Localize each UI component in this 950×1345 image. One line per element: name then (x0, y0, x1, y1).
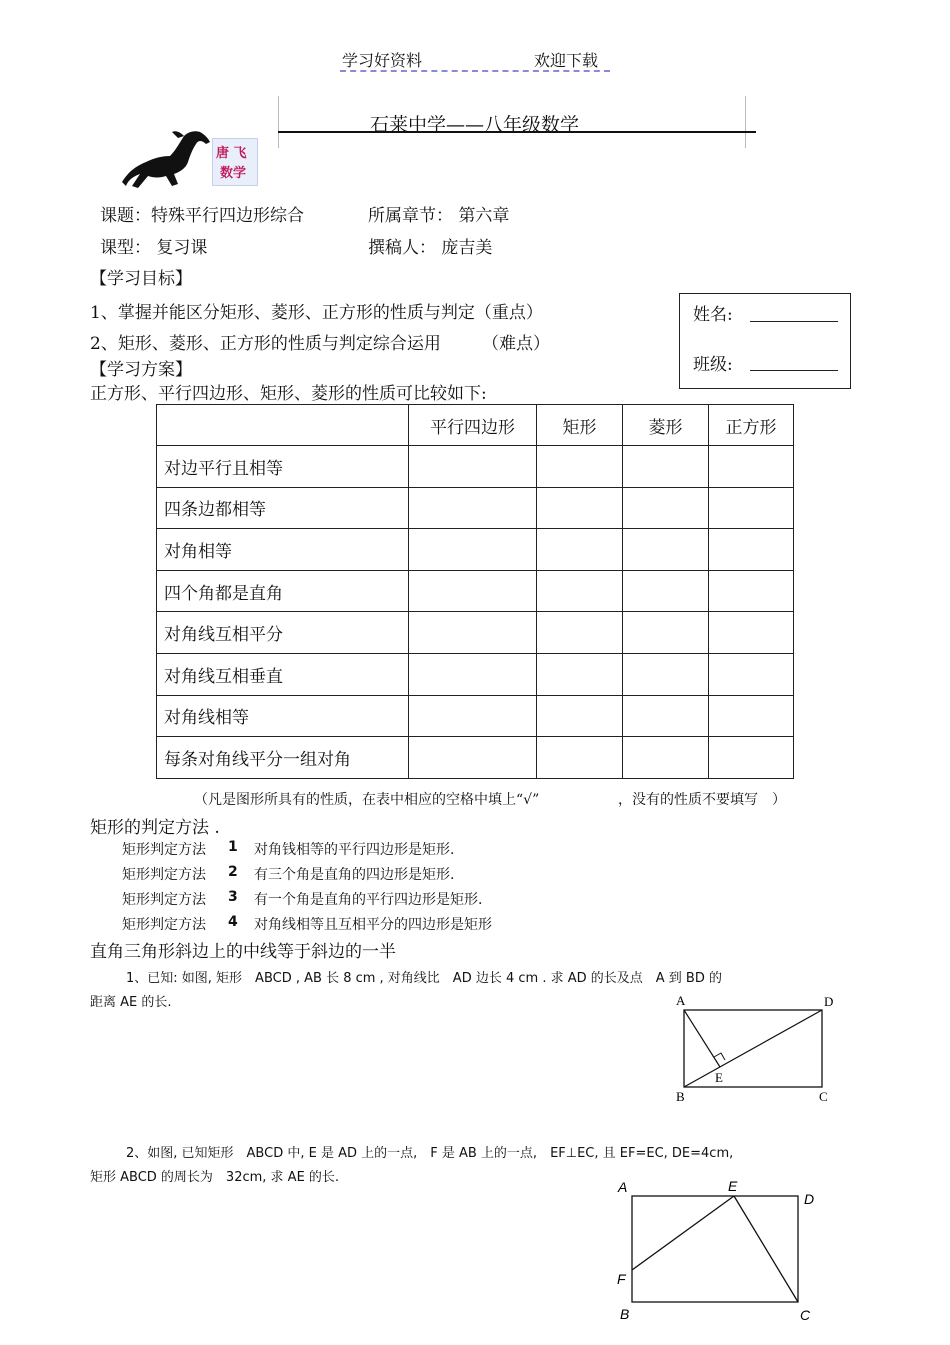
table-cell[interactable] (409, 612, 537, 654)
table-row (157, 695, 794, 737)
right-angle-mark (714, 1053, 725, 1060)
table-cell[interactable] (709, 695, 794, 737)
label-b: B (620, 1306, 630, 1322)
judge-method-num: 2 (228, 864, 238, 880)
table-row-label: 对边平行且相等 (157, 446, 409, 488)
table-header-blank (157, 405, 409, 446)
segment-ae (684, 1010, 720, 1067)
table-note-left: （凡是图形所具有的性质，在表中相应的空格中填上“√” (194, 792, 540, 808)
table-cell[interactable] (709, 570, 794, 612)
table-header-row (157, 405, 794, 446)
table-cell[interactable] (709, 612, 794, 654)
table-cell[interactable] (537, 737, 623, 779)
table-cell[interactable] (709, 446, 794, 488)
label-d: D (804, 1191, 815, 1207)
table-cell[interactable] (537, 487, 623, 529)
title-underline (278, 131, 756, 133)
table-row (157, 570, 794, 612)
table-row (157, 653, 794, 695)
table-cell[interactable] (537, 570, 623, 612)
table-row (157, 446, 794, 488)
label-f: F (617, 1271, 626, 1287)
label-a: A (676, 993, 686, 1008)
label-b: B (676, 1089, 685, 1104)
horse-logo (118, 126, 213, 192)
table-header-square: 正方形 (709, 405, 794, 446)
table-cell[interactable] (409, 695, 537, 737)
segment-ef (632, 1196, 734, 1270)
table-row-label: 每条对角线平分一组对角 (157, 737, 409, 779)
judge-method-label: 矩形判定方法 (122, 867, 206, 883)
problem1-figure (668, 990, 848, 1108)
table-header-rhombus: 菱形 (623, 405, 709, 446)
label-c: C (800, 1307, 811, 1323)
table-cell[interactable] (537, 612, 623, 654)
logo-badge-line1: 唐 飞 (216, 146, 247, 161)
table-cell[interactable] (537, 529, 623, 571)
table-cell[interactable] (537, 695, 623, 737)
table-cell[interactable] (409, 446, 537, 488)
name-label: 姓名: (693, 305, 733, 325)
table-row (157, 612, 794, 654)
table-cell[interactable] (623, 487, 709, 529)
judge-method-label: 矩形判定方法 (122, 842, 206, 858)
judge-heading: 矩形的判定方法 . (90, 818, 220, 838)
table-cell[interactable] (623, 612, 709, 654)
table-cell[interactable] (537, 446, 623, 488)
compare-intro: 正方形、平行四边形、矩形、菱形的性质可比较如下: (90, 384, 487, 404)
label-e: E (715, 1070, 723, 1085)
class-blank[interactable] (750, 370, 838, 371)
table-row (157, 529, 794, 571)
goal-2: 2、矩形、菱形、正方形的性质与判定综合运用 (90, 334, 441, 354)
problem1-line1: 1、已知: 如图, 矩形 ABCD , AB 长 8 cm , 对角线比 AD 边长 4 cm . 求 AD 的长及点 A 到 BD 的 (126, 971, 722, 986)
name-blank[interactable] (750, 321, 838, 322)
label-d: D (824, 994, 834, 1009)
label-a: A (618, 1179, 628, 1195)
table-cell[interactable] (623, 570, 709, 612)
title-divider-left (278, 96, 279, 148)
info-type: 课型： 复习课 (100, 238, 208, 258)
judge-method-num: 4 (228, 914, 238, 930)
table-row-label: 对角线互相垂直 (157, 653, 409, 695)
property-table (156, 404, 794, 779)
info-author: 撰稿人： 庞吉美 (368, 238, 493, 258)
table-note-right: ，没有的性质不要填写 ） (618, 792, 786, 808)
table-cell[interactable] (623, 695, 709, 737)
diagonal-bd (684, 1010, 822, 1087)
table-cell[interactable] (623, 529, 709, 571)
plan-heading: 【学习方案】 (90, 360, 192, 380)
table-cell[interactable] (409, 737, 537, 779)
header-underline (340, 70, 610, 72)
judge-method-num: 3 (228, 889, 238, 905)
median-statement: 直角三角形斜边上的中线等于斜边的一半 (90, 942, 396, 962)
logo-badge-line2: 数学 (220, 166, 247, 181)
table-row-label: 对角相等 (157, 529, 409, 571)
goal-1: 1、掌握并能区分矩形、菱形、正方形的性质与判定（重点） (90, 303, 543, 323)
table-row (157, 737, 794, 779)
judge-method-label: 矩形判定方法 (122, 892, 206, 908)
label-e: E (728, 1178, 738, 1194)
class-label: 班级: (693, 355, 733, 375)
judge-method-label: 矩形判定方法 (122, 917, 206, 933)
table-cell[interactable] (709, 529, 794, 571)
table-row-label: 对角线相等 (157, 695, 409, 737)
title-divider-right (745, 96, 746, 148)
table-header-rectangle: 矩形 (537, 405, 623, 446)
table-row-label: 四条边都相等 (157, 487, 409, 529)
table-cell[interactable] (409, 653, 537, 695)
table-row-label: 四个角都是直角 (157, 570, 409, 612)
table-row (157, 487, 794, 529)
table-cell[interactable] (709, 653, 794, 695)
table-cell[interactable] (409, 487, 537, 529)
info-topic: 课题：特殊平行四边形综合 (100, 206, 304, 226)
problem1-line2: 距离 AE 的长. (90, 995, 172, 1010)
table-cell[interactable] (623, 737, 709, 779)
judge-method-text: 对角钱相等的平行四边形是矩形. (254, 842, 455, 858)
judge-method-text: 有一个角是直角的平行四边形是矩形. (254, 892, 483, 908)
table-cell[interactable] (709, 737, 794, 779)
table-cell[interactable] (537, 653, 623, 695)
table-cell[interactable] (409, 529, 537, 571)
problem2-figure (610, 1174, 830, 1326)
info-chapter: 所属章节： 第六章 (368, 206, 510, 226)
goal-2-note: （难点） (482, 334, 550, 354)
judge-method-num: 1 (228, 839, 238, 855)
table-row-label: 对角线互相平分 (157, 612, 409, 654)
table-cell[interactable] (409, 570, 537, 612)
table-cell[interactable] (623, 446, 709, 488)
rect-abcd (632, 1196, 798, 1302)
label-c: C (819, 1089, 828, 1104)
logo-badge (212, 138, 258, 186)
table-header-parallelogram: 平行四边形 (409, 405, 537, 446)
goals-heading: 【学习目标】 (90, 269, 192, 289)
header-right-text: 欢迎下载 (534, 51, 599, 70)
table-cell[interactable] (709, 487, 794, 529)
name-class-box (679, 293, 851, 389)
problem2-line2: 矩形 ABCD 的周长为 32cm, 求 AE 的长. (90, 1170, 340, 1185)
judge-method-text: 有三个角是直角的四边形是矩形. (254, 867, 455, 883)
problem2-line1: 2、如图, 已知矩形 ABCD 中, E 是 AD 上的一点, F 是 AB 上的一点, EF⊥EC, 且 EF=EC, DE=4cm, (126, 1146, 734, 1161)
segment-ec (734, 1196, 798, 1302)
table-cell[interactable] (623, 653, 709, 695)
page-title: 石莱中学——八年级数学 (370, 114, 580, 136)
judge-method-text: 对角线相等且互相平分的四边形是矩形 (254, 917, 492, 933)
header-left-text: 学习好资料 (342, 51, 423, 70)
